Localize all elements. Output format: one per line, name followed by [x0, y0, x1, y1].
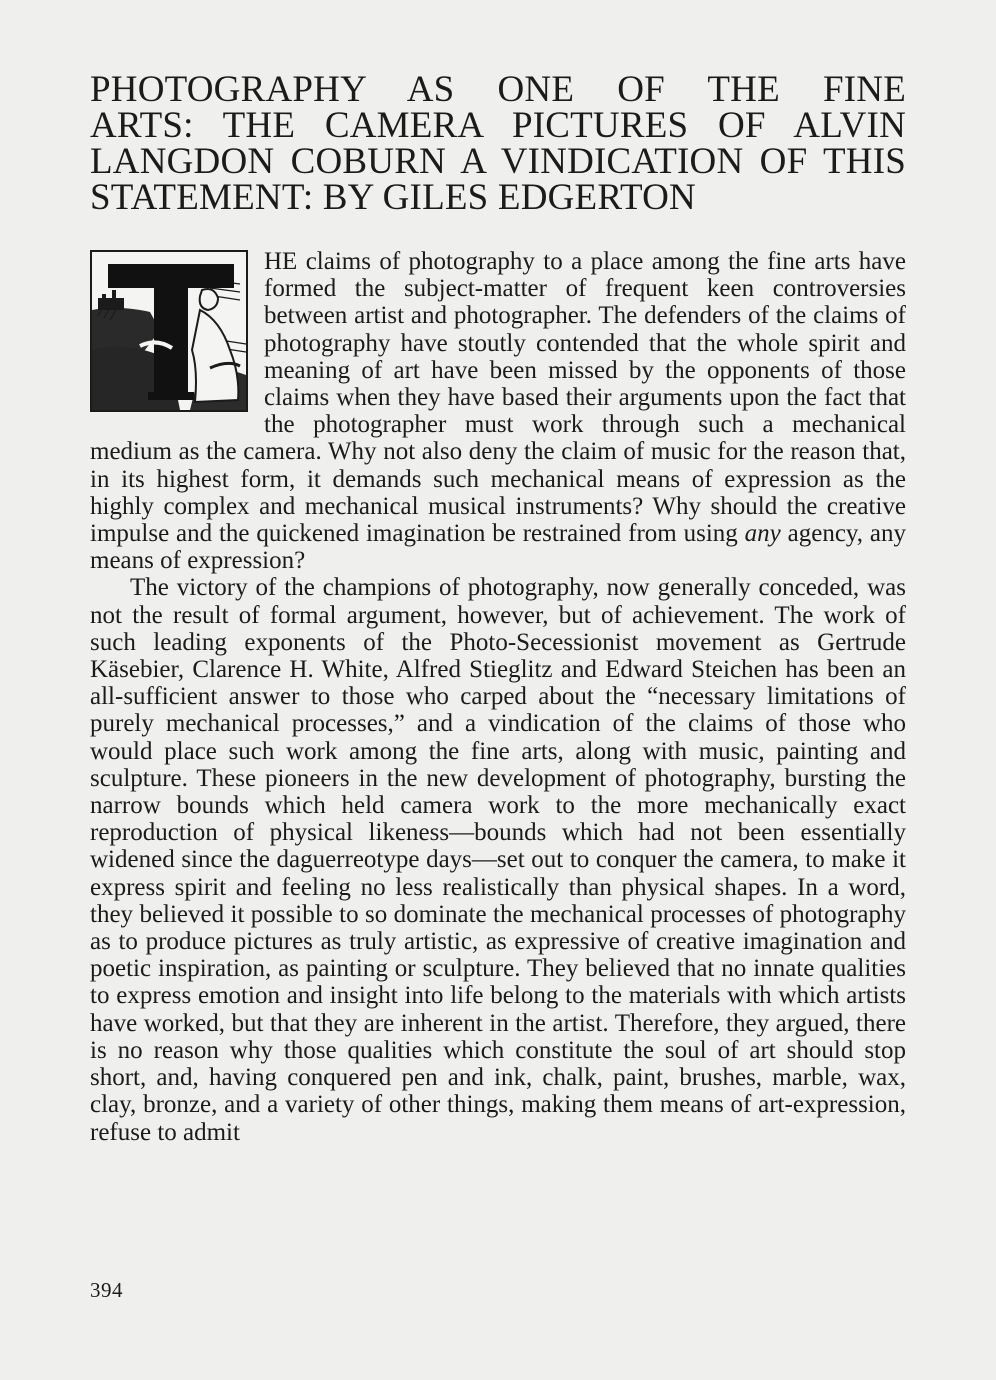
title-line: STATEMENT: BY GILES EDGERTON [90, 177, 696, 218]
article-body [90, 248, 906, 1146]
article-title [90, 69, 906, 218]
title-line: ARTS: THE CAMERA PICTURES OF ALVIN [90, 105, 906, 146]
drop-cap-illustration-icon [90, 250, 248, 412]
paragraph-text: agency, any means of expression? [90, 520, 907, 575]
illustrated-drop-cap [90, 250, 248, 412]
page-number: 394 [90, 1278, 123, 1302]
title-line: LANGDON COBURN A VINDICATION OF THIS [90, 141, 906, 182]
paragraph: The victory of the champions of photography, now generally conceded, was not the result of formal argument, however, but of achievement. The work of such leading exponents of the Photo-Secessionist movement as Gertrude Käsebier, Clarence H. White, Alfred Stieglitz and Edward Steichen has been an all-sufficient answer to those who carped about the “necessary limitations of purely mechanical processes,” and a vindication of the claims of those who would place such work among the fine arts, along with music, painting and sculpture. These pioneers in the new development of photography, bursting the narrow bounds which held camera work to the more mechanically exact reproduction of physical likeness—bounds which had not been essentially widened since the daguerreotype days—set out to conquer the camera, to make it express spirit and feeling no less realistically than physical shapes. In a word, they believed it possible to so dominate the mechanical processes of photography as to produce pictures as truly artistic, as expressive of creative imagination and poetic inspiration, as painting or sculpture. They believed that no innate qualities to express emotion and insight into life belong to the materials with which artists have worked, but that they are inherent in the artist. Therefore, they argued, there is no reason why those qualities which constitute the soul of art should stop short, and, having conquered pen and ink, chalk, paint, brushes, marble, wax, clay, bronze, and a variety of other things, making them means of art-expression, refuse to admit [90, 574, 906, 1146]
paragraph-text: HE claims of photography to a place among the fine arts have formed the subject-matter of frequent keen controversies between artist and photographer. The defenders of the claims of photography have stoutly contended that the whole spirit and meaning of art have been missed by the opponents of those claims when they have based their arguments upon the fact that the photographer must work through such a mechanical medium as the camera. Why not also deny the claim of music for the reason that, in its highest form, it demands such mechanical means of expression as the highly complex and mechanical musical instruments? Why should the creative impulse and the quickened imagination be restrained from using [90, 248, 906, 548]
article [90, 69, 907, 1146]
title-line: PHOTOGRAPHY AS ONE OF THE FINE [90, 69, 906, 110]
emphasized-word: any [744, 520, 781, 548]
